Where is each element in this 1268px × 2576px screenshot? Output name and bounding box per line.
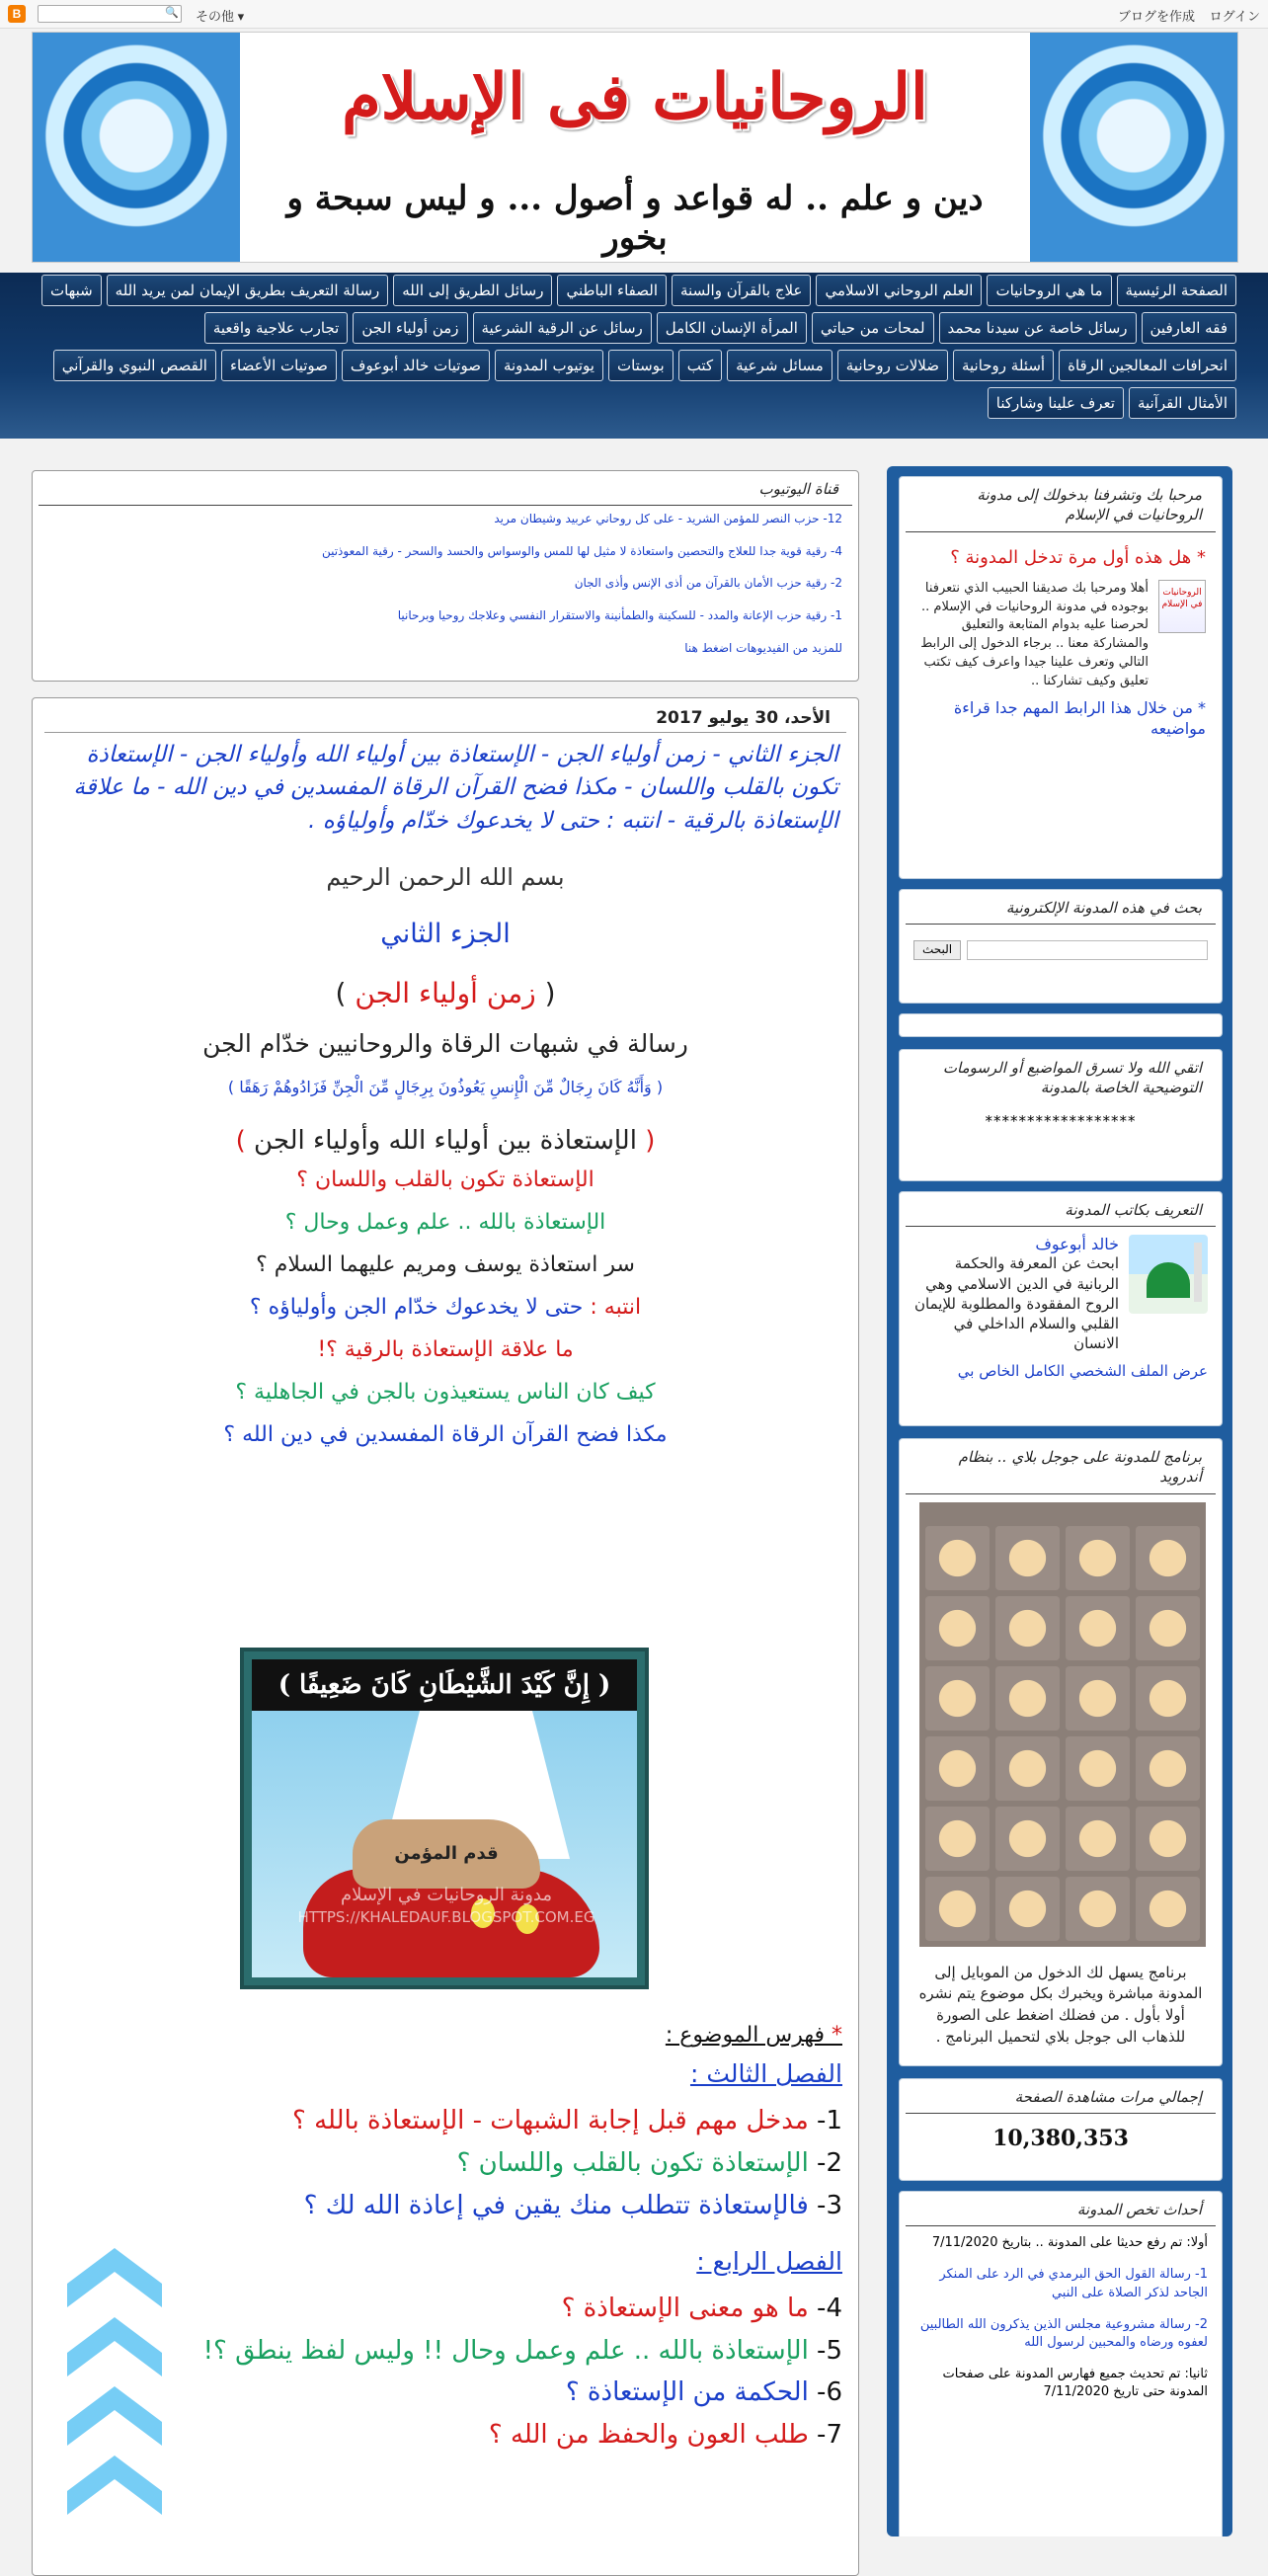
app-tile-icon [995,1736,1060,1801]
menu-item[interactable]: صوتيات الأعضاء [221,350,337,381]
youtube-widget-title: قناة اليوتيوب [39,471,852,506]
full-profile-link[interactable]: عرض الملف الشخصي الكامل الخاص بي [957,1361,1208,1380]
menu-item[interactable]: أسئلة روحانية [953,350,1054,381]
question-line: الإستعاذة بالله .. علم وعمل وحال ؟ [284,1210,606,1236]
app-tile-icon [1136,1666,1200,1731]
menu-item[interactable]: فقه العارفين [1142,312,1236,344]
image-caption: ( إِنَّ كَيْدَ الشَّيْطَانِ كَانَ ضَعِيفًا ) [252,1659,637,1711]
app-tile-icon [1066,1526,1130,1590]
search-icon[interactable]: 🔍 [165,7,179,19]
welcome-widget [899,476,1223,879]
login-link[interactable]: ログイン [1209,9,1260,24]
android-app-widget [899,1438,1223,2066]
index-section: الفصل الثالث : [689,2059,842,2088]
welcome-question: * هل هذه أول مرة تدخل المدونة ؟ [950,546,1206,568]
app-tile-icon [1136,1596,1200,1660]
menu-item[interactable]: ما هي الروحانيات [987,275,1111,306]
main-menu [0,273,1268,439]
app-tile-icon [925,1666,990,1731]
index-item[interactable]: 7- طلب العون والحفظ من الله ؟ [488,2420,842,2451]
menu-item[interactable]: مسائل شرعية [727,350,832,381]
app-tile-icon [1136,1807,1200,1871]
menu-item[interactable]: المرأة الإنسان الكامل [657,312,807,344]
menu-item[interactable]: رسائل الطريق إلى الله [393,275,552,306]
question-line: انتبه : حتى لا يخدعوك خدّام الجن وأولياؤه ؟ [249,1295,642,1321]
app-tile-icon [995,1807,1060,1871]
app-tile-icon [1066,1596,1130,1660]
post-series-heading: ( زمن أولياء الجن ) [335,977,556,1010]
post-index [52,2023,842,2456]
copyright-notice-widget [899,1049,1223,1181]
empty-widget [899,1013,1223,1037]
author-name-link[interactable]: خالد أبوعوف [1035,1235,1119,1254]
search-widget [899,889,1223,1004]
app-tile-icon [995,1877,1060,1941]
menu-item[interactable]: انحرافات المعالجين الرقاة [1059,350,1236,381]
index-item[interactable]: 1- مدخل مهم قبل إجابة الشبهات - الإستعاذة بالله ؟ [292,2106,842,2135]
post-date: الأحد، 30 يوليو 2017 [44,698,846,733]
index-item[interactable]: 2- الإستعاذة تكون بالقلب واللسان ؟ [456,2147,842,2178]
index-item[interactable]: 5- الإستعاذة بالله .. علم وعمل وحال !! وليس لفظ ينطق ؟! [202,2335,842,2366]
section-heading: ( الإستعاذة بين أولياء الله وأولياء الجن ) [235,1126,656,1157]
event-link[interactable]: 2- رسالة مشروعية مجلس الذين يذكرون الله الطالبين لعفوه ورضاه والمحبين لرسول الله [919,2316,1208,2350]
author-widget [899,1191,1223,1426]
create-blog-link[interactable]: ブログを作成 [1117,9,1195,24]
blogger-logo-icon[interactable]: B [8,5,26,23]
menu-item[interactable]: ضلالات روحانية [837,350,948,381]
menu-item[interactable]: رسائل عن الرقية الشرعية [473,312,652,344]
question-line: ما علاقة الإستعاذة بالرقية ؟! [317,1337,574,1363]
app-tile-icon [995,1526,1060,1590]
app-tile-icon [1136,1526,1200,1590]
post-part-heading: الجزء الثاني [380,919,511,950]
page-views-title: إجمالي مرات مشاهدة الصفحة [906,2079,1216,2114]
question-line: كيف كان الناس يستعيذون بالجن في الجاهلية ؟ [235,1380,656,1406]
app-tile-icon [995,1596,1060,1660]
app-tile-icon [1066,1736,1130,1801]
index-item[interactable]: 4- ما هو معنى الإستعاذة ؟ [561,2293,842,2323]
menu-item[interactable]: رسالة التعريف بطريق الإيمان لمن يريد الله [107,275,389,306]
index-item[interactable]: 3- فالإستعاذة تتطلب منك يقين في إعاذة الله لك ؟ [303,2190,842,2220]
blog-title[interactable]: الروحانيات فى الإسلام [342,60,928,134]
app-tile-icon [925,1807,990,1871]
menu-item[interactable]: صوتيات خالد أبوعوف [342,350,490,381]
question-line: سر استعاذة يوسف ومريم عليهما السلام ؟ [256,1252,635,1278]
menu-item[interactable]: الصفاء الباطني [557,275,667,306]
navbar-search-input[interactable] [38,5,182,23]
app-tile-icon [925,1877,990,1941]
flower-ornament-icon [33,33,240,262]
index-section: الفصل الرابع : [696,2246,842,2276]
flower-ornament-icon [1030,33,1237,262]
scroll-to-top-icon[interactable] [67,2248,162,2515]
event-text: أولا: تم رفع حديثا على المدونة .. بتاريخ 7/11/2020 [931,2235,1208,2251]
menu-item[interactable]: رسائل خاصة عن سيدنا محمد [939,312,1137,344]
menu-item[interactable]: شبهات [41,275,102,306]
youtube-link[interactable]: 1- رقية حزب الإعانة والمدد - للسكينة والطمأنينة والاستقرار النفسي وعلاجك روحيا وبرحانيا [397,608,842,623]
quran-verse: ( وَأَنَّهُ كَانَ رِجَالٌ مِّنَ الْإِنسِ يَعُوذُونَ بِرِجَالٍ مِّنَ الْجِنِّ فَزَادُوهُمْ رَهَقًا ) [227,1078,664,1097]
more-menu-button[interactable]: その他 ▾ [196,9,245,24]
menu-item[interactable]: علاج بالقرآن والسنة [672,275,811,306]
search-widget-title: بحث في هذه المدونة الإلكترونية [906,890,1216,925]
index-item[interactable]: 6- الحكمة من الإستعاذة ؟ [565,2377,842,2408]
post-subtitle: رسالة في شبهات الرقاة والروحانيين خدّام الجن [202,1029,688,1059]
app-tile-icon [995,1666,1060,1731]
menu-item[interactable]: تجارب علاجية واقعية [204,312,348,344]
menu-item[interactable]: بوستات [608,350,674,381]
event-link[interactable]: 1- رسالة القول الحق البرمدي في الرد على المنكر الجاحد لذكر الصلاة على النبي [939,2267,1208,2300]
post-title[interactable]: الجزء الثاني - زمن أولياء الجن - الإستعاذة بين أولياء الله وأولياء الجن - الإستعاذة تكون بالقلب واللسان - مكذا فضح القرآن الرقاة المفسدين في دين الله - ما علاقة الإستعاذة بالرقية - انتبه : حتى لا يخدعوك خدّام وأولياؤه . [73,742,838,834]
blog-search-input[interactable] [967,940,1208,960]
sidebar [887,466,1232,2536]
youtube-more-link[interactable]: للمزيد من الفيديوهات اضغط هنا [684,640,842,655]
app-tile-icon [925,1736,990,1801]
menu-item[interactable]: الأمثال القرآنية [1129,387,1236,419]
welcome-link[interactable]: * من خلال هذا الرابط المهم جدا قراءة مواضيعه [953,697,1206,739]
youtube-link[interactable]: 2- رقية حزب الأمان بالقرآن من أذى الإنس وأذى الجان [574,576,842,591]
foot-label: قدم المؤمن [353,1819,540,1889]
android-app-title: برنامج للمدونة على جوجل بلاي .. بنظام أندرويد [906,1439,1216,1494]
basmala: بسم الله الرحمن الرحيم [326,863,565,892]
index-title: * فهرس الموضوع : [665,2023,842,2048]
question-line: مكذا فضح القرآن الرقاة المفسدين في دين الله ؟ [223,1422,668,1448]
youtube-link[interactable]: 4- رقية قوية جدا للعلاج والتحصين واستعاذة لا مثيل لها للمس والوسواس والحسد والسحر - رقية المعوذتين [321,543,842,558]
menu-item[interactable]: يوتيوب المدونة [495,350,603,381]
page-views-widget [899,2078,1223,2181]
blog-header[interactable] [32,32,1238,263]
author-description: ابحث عن المعرفة والحكمة الربانية في الدين الاسلامي وهي الروح المفقودة والمطلوبة للإيمان القلبي والسلام الداخلي في الانسان [914,1254,1119,1353]
youtube-link[interactable]: 12- حزب النصر للمؤمن الشريد - على كل روحاني عربيد وشيطان مريد [494,512,842,526]
blogger-navbar [0,0,1268,29]
blog-events-title: أحداث تخص المدونة [906,2192,1216,2226]
profile-photo[interactable] [1129,1235,1208,1314]
menu-item[interactable]: العلم الروحاني الاسلامي [816,275,982,306]
app-tile-icon [1136,1877,1200,1941]
app-tile-icon [1066,1666,1130,1731]
app-tile-icon [925,1596,990,1660]
blog-search-button[interactable]: البحث [913,940,961,960]
notice-stars: ****************** [985,1111,1137,1130]
android-app-screenshot[interactable] [919,1502,1206,1947]
app-tile-icon [1066,1807,1130,1871]
image-watermark: مدونة الروحانيات في الإسلام [340,1885,553,1905]
app-tile-icon [1136,1736,1200,1801]
android-app-description: برنامج يسهل لك الدخول من الموبايل إلى المدونة مباشرة ويخبرك بكل موضوع يتم نشره أولا بأول . من فضلك اضغط على الصورة للذهاب الى جوجل بلاي لتحميل البرنامج . [918,1963,1203,2046]
copyright-notice: اتقي الله ولا تسرق المواضيع أو الرسومات التوضيحية الخاصة بالمدونة [942,1059,1202,1097]
author-widget-title: التعريف بكاتب المدونة [906,1192,1216,1227]
youtube-widget [32,470,859,682]
menu-item[interactable]: تعرف علينا وشاركنا [988,387,1124,419]
welcome-title: مرحبا بك وتشرفنا بدخولك إلى مدونة الروحانيات في الإسلام [906,477,1216,532]
menu-item[interactable]: لمحات من حياتي [812,312,934,344]
menu-item[interactable]: الصفحة الرئيسية [1117,275,1237,306]
post-illustration[interactable] [240,1648,649,1989]
page-views-counter: 10,380,353 [992,2126,1129,2152]
welcome-text: أهلا ومرحبا بك صديقنا الحبيب الذي نتعرفنا بوجوده في مدونة الروحانيات في الإسلام .. لحرصنا عليه بدوام المتابعة والتعليق والمشاركة معنا .. برجاء الدخول إلى الرابط التالي وتعرف علينا جيدا واعرف كيف تكتب تعليق وكيف تشاركنا .. [920,580,1149,689]
menu-item[interactable]: كتب [678,350,722,381]
blog-events-widget [899,2191,1223,2536]
app-tile-icon [925,1526,990,1590]
blog-logo-thumbnail[interactable]: الروحانيات في الإسلام [1158,580,1206,633]
menu-item[interactable]: زمن أولياء الجن [353,312,467,344]
event-text: ثانيا: تم تحديث جميع فهارس المدونة على صفحات المدونة حتى تاريخ 7/11/2020 [942,2367,1208,2400]
blog-subtitle: دين و علم .. له قواعد و أصول ... و ليس سبحة و بخور [286,179,984,258]
image-watermark-url: HTTPS://KHALEDAUF.BLOGSPOT.COM.EG [297,1908,595,1926]
question-line: الإستعاذة تكون بالقلب واللسان ؟ [296,1167,594,1193]
app-tile-icon [1066,1877,1130,1941]
menu-item[interactable]: القصص النبوي والقرآني [53,350,216,381]
